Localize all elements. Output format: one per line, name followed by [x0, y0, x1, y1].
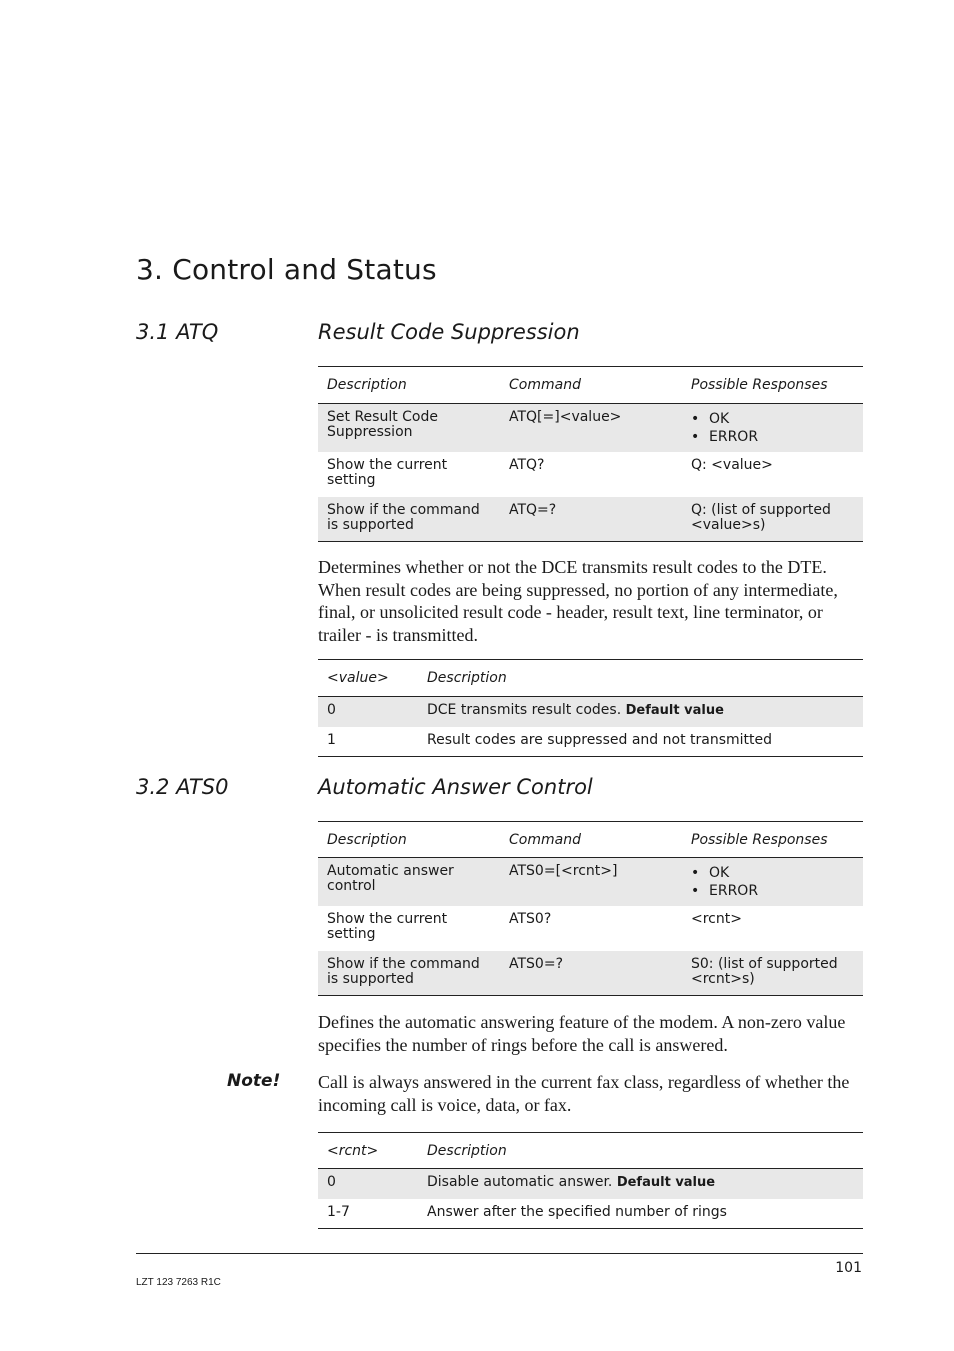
- table-row: [318, 1199, 863, 1229]
- column-header: Description: [318, 367, 500, 404]
- footer-divider: [136, 1253, 863, 1254]
- table-row: [318, 497, 863, 542]
- description-cell: Show the current setting: [327, 910, 448, 942]
- column-header: Possible Responses: [682, 822, 863, 858]
- chapter-title: 3. Control and Status: [136, 253, 437, 286]
- response-list: [691, 864, 854, 900]
- description-text: DCE transmits result codes.: [427, 702, 622, 718]
- command-table: [318, 821, 863, 996]
- description-cell: Show if the command is supported: [318, 951, 500, 996]
- response-cell: S0: (list of supported <rcnt>s): [682, 951, 863, 996]
- table-row: [318, 727, 863, 757]
- response-cell: <rcnt>: [691, 910, 742, 927]
- description-cell: Show the current setting: [327, 456, 448, 488]
- responses-cell: [682, 404, 863, 452]
- body-paragraph: Defines the automatic answering feature of the modem. A non-zero value specifies the number of rings before the call is answered.: [318, 1012, 846, 1055]
- table-header-row: [318, 660, 863, 697]
- column-header: Description: [318, 822, 500, 858]
- command-table: [318, 366, 863, 542]
- value-cell: 1: [318, 727, 418, 757]
- description-cell: Show if the command is supported: [318, 497, 500, 542]
- table-row: [318, 951, 863, 996]
- default-value-label: Default value: [625, 703, 724, 718]
- command-cell: ATQ=?: [500, 497, 682, 542]
- section-number: 3.1 ATQ: [136, 320, 219, 344]
- value-table: [318, 659, 863, 757]
- list-item: • OK: [691, 410, 854, 428]
- section-title: Result Code Suppression: [318, 320, 580, 344]
- document-code: LZT 123 7263 R1C: [136, 1277, 221, 1288]
- note-label: Note!: [227, 1071, 281, 1091]
- response-cell: Q: (list of supported <value>s): [682, 497, 863, 542]
- description-cell: Result codes are suppressed and not transmitted: [418, 727, 863, 757]
- column-header: Description: [418, 1133, 863, 1169]
- column-header: Possible Responses: [682, 367, 863, 404]
- table-row: [318, 404, 863, 452]
- response-cell: Q: <value>: [691, 456, 773, 473]
- command-cell: ATQ?: [509, 456, 545, 473]
- value-cell: 1-7: [318, 1199, 418, 1229]
- column-header: Command: [500, 822, 682, 858]
- note-text: Call is always answered in the current fax class, regardless of whether the incoming call is voice, data, or fax.: [318, 1072, 850, 1115]
- table-header-row: [318, 822, 863, 858]
- list-item: • ERROR: [691, 882, 854, 900]
- description-cell: [418, 1169, 863, 1199]
- value-table: [318, 1132, 863, 1229]
- column-header: Description: [418, 660, 863, 697]
- value-cell: 0: [318, 697, 418, 727]
- table-row: [318, 1169, 863, 1199]
- table-header-row: [318, 367, 863, 404]
- command-cell: ATS0=?: [500, 951, 682, 996]
- command-cell: ATS0?: [509, 910, 552, 927]
- value-cell: 0: [318, 1169, 418, 1199]
- list-item: • OK: [691, 864, 854, 882]
- table-row: [318, 858, 863, 906]
- command-cell: ATS0=[<rcnt>]: [500, 858, 682, 906]
- body-paragraph: Determines whether or not the DCE transmits result codes to the DTE. When result codes are being suppressed, no portion of any intermediate, final, or unsolicited result code - header, result text, line terminator, or trailer - is transmitted.: [318, 557, 838, 645]
- description-cell: [418, 697, 863, 727]
- command-cell: ATQ[=]<value>: [500, 404, 682, 452]
- section-title: Automatic Answer Control: [318, 775, 593, 799]
- description-cell: Automatic answer control: [318, 858, 500, 906]
- column-header: <value>: [318, 660, 418, 697]
- table-row: [318, 452, 863, 497]
- page-number: 101: [835, 1260, 862, 1276]
- description-cell: Answer after the specified number of rings: [418, 1199, 863, 1229]
- default-value-label: Default value: [616, 1175, 716, 1190]
- description-text: Disable automatic answer.: [427, 1174, 613, 1190]
- column-header: <rcnt>: [318, 1133, 418, 1169]
- description-cell: Set Result Code Suppression: [318, 404, 500, 452]
- table-row: [318, 906, 863, 951]
- column-header: Command: [500, 367, 682, 404]
- list-item: • ERROR: [691, 428, 854, 446]
- section-number: 3.2 ATS0: [136, 775, 229, 799]
- table-row: [318, 697, 863, 727]
- table-header-row: [318, 1133, 863, 1169]
- responses-cell: [682, 858, 863, 906]
- response-list: [691, 410, 854, 446]
